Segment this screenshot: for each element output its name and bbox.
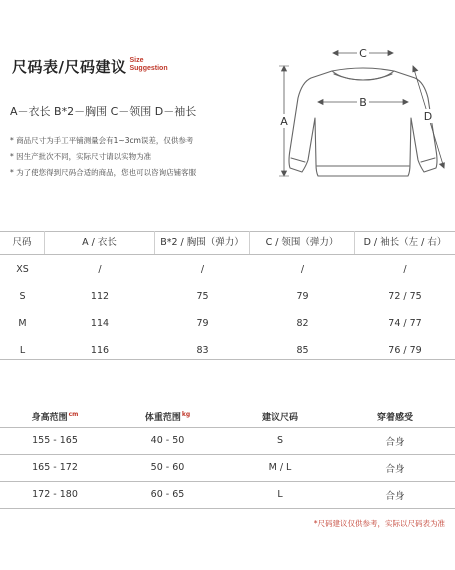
sweater-diagram [278,40,448,190]
table-cell: 72 / 75 [388,290,422,302]
label-d: D [423,110,433,123]
table-cell: 85 [296,344,309,356]
table-cell: 79 [196,317,209,329]
table-cell: 60 - 65 [150,489,185,500]
table-cell: 合身 [385,436,405,448]
label-b: B [359,96,367,109]
table-cell: / [300,263,305,275]
table-row [0,257,455,281]
size-table [0,231,455,362]
table-cell: 40 - 50 [150,435,185,446]
notes-list [10,133,196,181]
note-item: * 因生产批次不同，实际尺寸请以实物为准 [10,152,152,161]
table-row [0,284,455,308]
column-header: C / 领围（弹力） [250,231,355,254]
footnote: *尺码建议仅供参考，实际以尺码表为准 [313,519,445,528]
table-row [0,454,455,481]
unit-label: kg [181,410,191,418]
table-cell: 114 [90,317,110,329]
table-cell: L [19,344,26,356]
note-item: * 商品尺寸为手工平铺测量会有1~3cm误差，仅供参考 [10,136,194,145]
table-cell: / [403,263,407,275]
table-cell: L [277,489,283,500]
sweater-cuff-left [291,158,305,162]
column-header-label: 体重范围 [144,412,181,423]
table-row [0,481,455,508]
table-cell: 合身 [385,463,405,475]
column-header [0,410,110,423]
table-cell: M / L [268,462,292,473]
column-header: D / 袖长（左 / 右） [363,237,447,248]
column-header: 建议尺码 [261,412,298,423]
size-table-header [0,231,455,254]
column-header: 尺码 [0,231,45,254]
table-row [0,311,455,335]
column-header [110,410,225,423]
table-cell: 82 [296,317,309,329]
table-row [0,427,455,454]
measurement-legend: A－衣长 B*2－胸围 C－领围 D－袖长 [10,105,197,118]
table-cell: / [200,263,205,275]
table-cell: 165 - 172 [32,462,78,473]
label-a: A [280,115,288,128]
table-cell: 155 - 165 [32,435,78,446]
table-cell: 83 [196,344,209,356]
table-cell: 74 / 77 [388,317,422,329]
label-c: C [359,47,367,60]
table-cell: / [98,263,102,275]
table-cell: S [276,435,284,446]
page-subtitle [129,57,167,73]
size-suggestion-table [0,405,455,508]
subtitle-line-1: Size [129,57,144,64]
table-cell: 172 - 180 [32,489,78,500]
table-cell: 75 [196,290,209,302]
sweater-outline [289,71,437,176]
table-cell: 116 [90,344,110,356]
table-row [0,338,455,362]
title-block [12,56,168,77]
column-header-label: 身高范围 [31,412,68,423]
table-cell: 50 - 60 [150,462,185,473]
table-cell: S [19,290,26,302]
table-cell: 112 [90,290,110,302]
sweater-collar [332,68,394,71]
sweater-cuff-right [421,158,435,162]
table-cell: 合身 [385,490,405,502]
column-header: A / 衣长 [45,231,155,254]
subtitle-line-2: Suggestion [129,65,168,72]
column-header: B*2 / 胸围（弹力） [155,231,250,254]
table-cell: M [18,317,27,329]
unit-label: cm [68,410,79,418]
suggestion-table-header [0,405,455,427]
page-title: 尺码表/尺码建议 [12,58,127,76]
suggestion-bottom-rule [0,508,455,509]
table-cell: 76 / 79 [388,344,422,356]
table-cell: XS [16,263,29,275]
column-header: 穿着感受 [376,412,413,423]
table-cell: 79 [296,290,309,302]
note-item: * 为了使您得到尺码合适的商品，您也可以咨询店铺客服 [10,168,197,177]
